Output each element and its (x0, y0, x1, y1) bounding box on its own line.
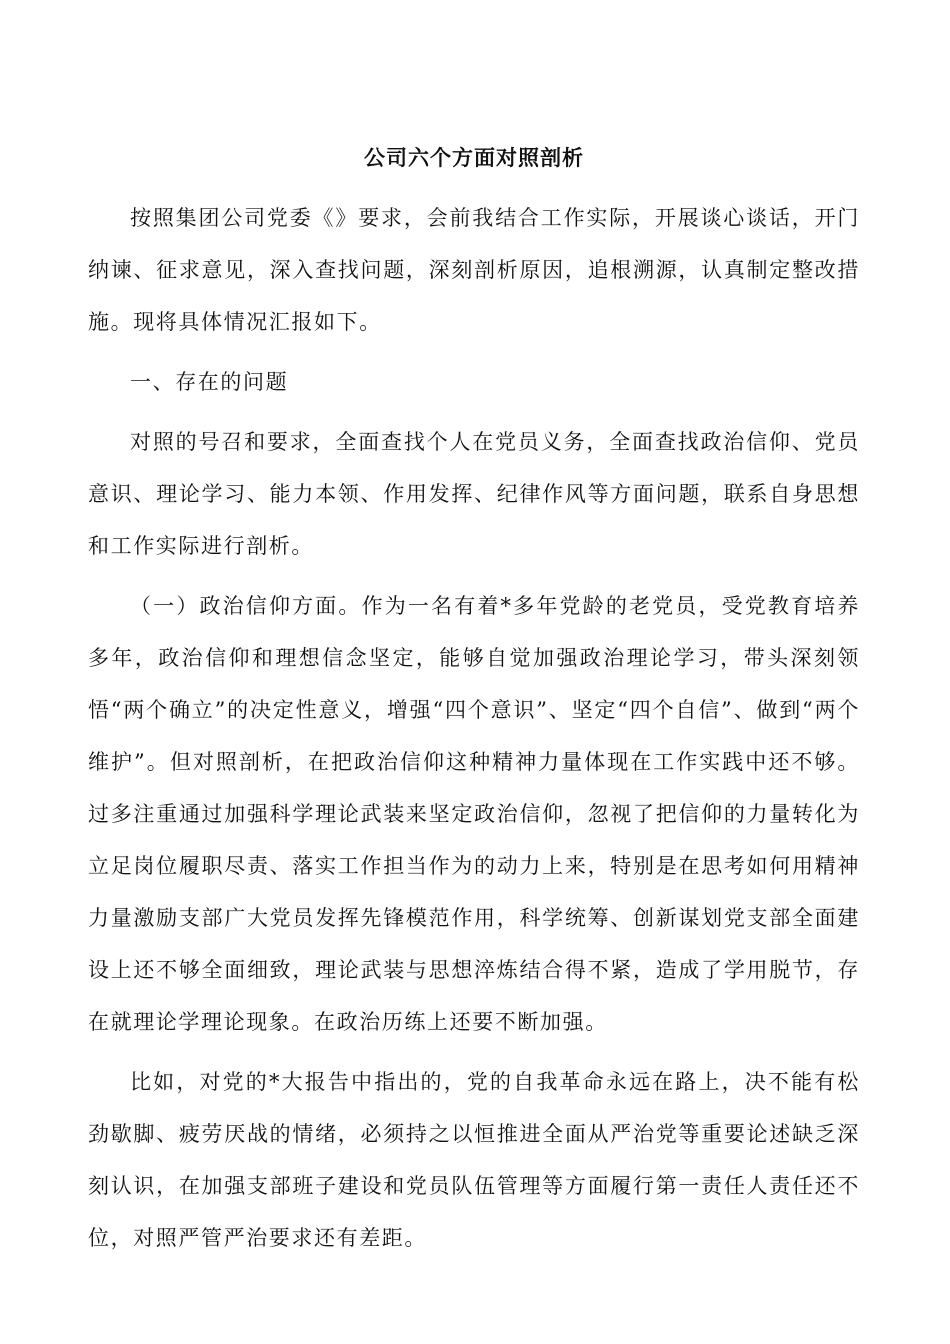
document-title: 公司六个方面对照剖析 (364, 145, 584, 170)
spacer (88, 1048, 860, 1056)
item-political-belief-paragraph: （一）政治信仰方面。作为一名有着*多年党龄的老党员，受党教育培养多年，政治信仰和理想信念坚定，能够自觉加强政治理论学习，带头深刻领悟“两个确立”的决定性意义，增强“四个意识”、坚定“四个自信”、做到“两个维护”。但对照剖析，在把政治信仰这种精神力量体现在工作实践中还不够。过多注重通过加强科学理论武装来坚定政治信仰，忽视了把信仰的力量转化为立足岗位履职尽责、落实工作担当作为的动力上来，特别是在思考如何用精神力量激励支部广大党员发挥先锋模范作用，科学统筹、创新谋划党支部全面建设上还不够全面细致，理论武装与思想淬炼结合得不紧，造成了学用脱节，存在就理论学理论现象。在政治历练上还要不断加强。 (88, 594, 860, 1034)
spacer (88, 408, 860, 416)
section-heading: 一、存在的问题 (130, 370, 289, 394)
document-page (88, 132, 860, 1264)
spacer (88, 572, 860, 580)
intro-paragraph: 按照集团公司党委《》要求，会前我结合工作实际，开展谈心谈话，开门纳谏、征求意见，深入查找问题，深刻剖析原因，追根溯源，认真制定整改措施。现将具体情况汇报如下。 (88, 206, 860, 334)
section-intro-paragraph: 对照的号召和要求，全面查找个人在党员义务，全面查找政治信仰、党员意识、理论学习、能力本领、作用发挥、纪律作风等方面问题，联系自身思想和工作实际进行剖析。 (88, 430, 860, 558)
example-paragraph: 比如，对党的*大报告中指出的，党的自我革命永远在路上，决不能有松劲歇脚、疲劳厌战的情绪，必须持之以恒推进全面从严治党等重要论述缺乏深刻认识，在加强支部班子建设和党员队伍管理等方面履行第一责任人责任还不位，对照严管严治要求还有差距。 (88, 1070, 860, 1250)
spacer (88, 348, 860, 356)
spacer (88, 184, 860, 192)
